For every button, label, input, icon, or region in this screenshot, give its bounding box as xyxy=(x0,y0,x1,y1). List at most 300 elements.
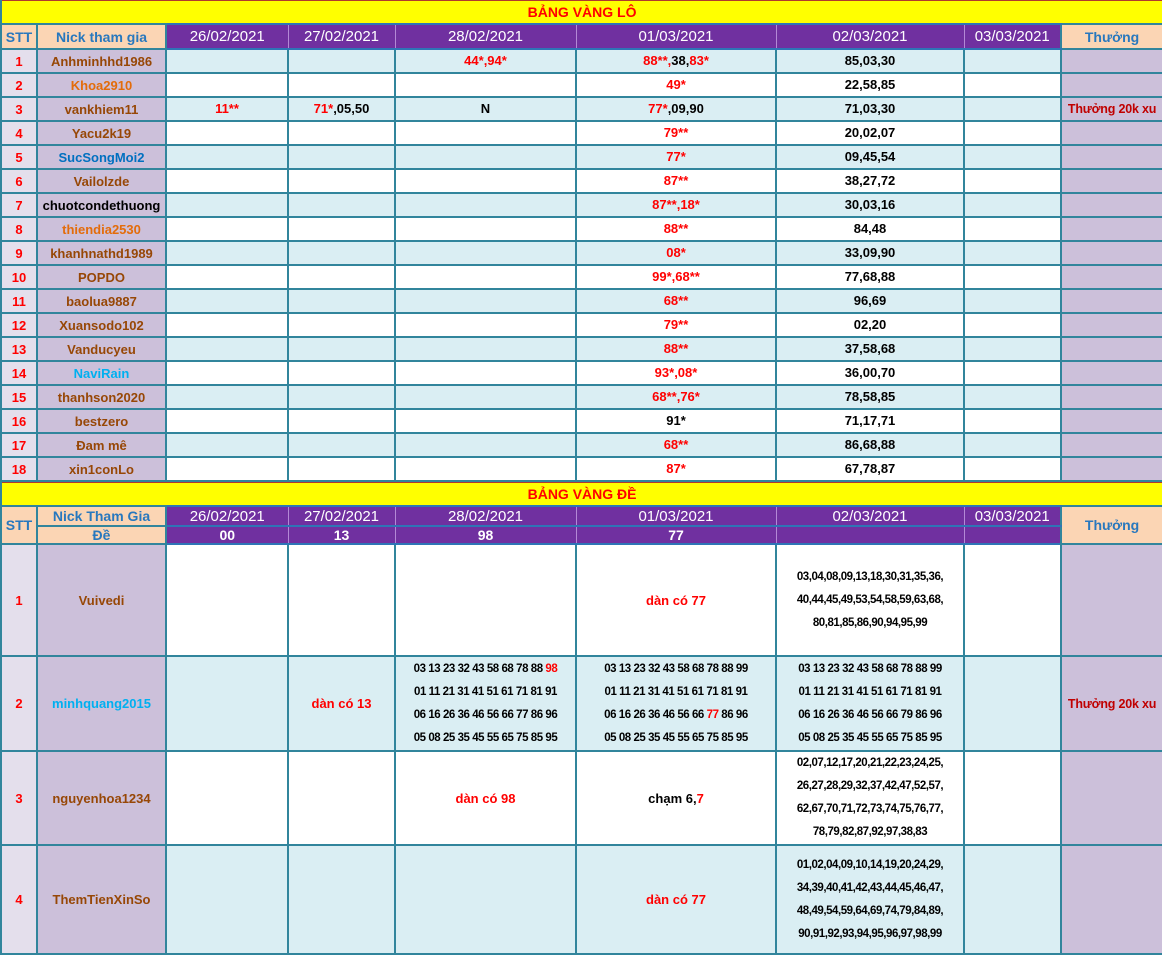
stt-cell[interactable]: 17 xyxy=(1,433,37,457)
table-row xyxy=(1,751,1162,845)
value-cell[interactable] xyxy=(964,433,1061,457)
cell-line xyxy=(777,386,963,408)
value-cell[interactable] xyxy=(576,121,776,145)
lo-title-row xyxy=(1,1,1162,25)
de-result-3[interactable]: 98 xyxy=(395,526,576,544)
de-header-date-1[interactable]: 26/02/2021 xyxy=(166,506,288,526)
value-cell[interactable] xyxy=(166,337,288,361)
nick-cell[interactable]: NaviRain xyxy=(37,361,166,385)
cell-text: 30,03,16 xyxy=(844,197,896,212)
value-cell[interactable] xyxy=(776,49,964,73)
value-cell[interactable] xyxy=(395,169,576,193)
table-row xyxy=(1,169,1162,193)
stt-cell[interactable]: 10 xyxy=(1,265,37,289)
value-cell[interactable] xyxy=(288,361,395,385)
value-cell[interactable] xyxy=(288,289,395,313)
value-cell[interactable] xyxy=(395,845,576,954)
cell-text: 68**,76* xyxy=(652,389,700,404)
value-cell[interactable] xyxy=(776,845,964,954)
table-row xyxy=(1,217,1162,241)
cell-line xyxy=(577,434,775,456)
value-cell[interactable] xyxy=(964,457,1061,481)
reward-cell[interactable] xyxy=(1061,217,1162,241)
table-row xyxy=(1,656,1162,751)
nick-cell[interactable]: khanhnathd1989 xyxy=(37,241,166,265)
value-cell[interactable] xyxy=(395,97,576,121)
value-cell[interactable] xyxy=(964,385,1061,409)
cell-line xyxy=(577,266,775,288)
nick-cell[interactable]: bestzero xyxy=(37,409,166,433)
nick-cell[interactable]: nguyenhoa1234 xyxy=(37,751,166,845)
table-row xyxy=(1,845,1162,954)
cell-text: 68** xyxy=(663,293,689,308)
value-cell[interactable] xyxy=(395,289,576,313)
stt-cell[interactable]: 11 xyxy=(1,289,37,313)
nick-cell[interactable]: Vuivedi xyxy=(37,544,166,656)
value-cell[interactable] xyxy=(964,121,1061,145)
value-cell[interactable] xyxy=(288,241,395,265)
reward-cell[interactable] xyxy=(1061,169,1162,193)
nick-cell[interactable]: xin1conLo xyxy=(37,457,166,481)
stt-cell[interactable]: 13 xyxy=(1,337,37,361)
reward-cell[interactable] xyxy=(1061,751,1162,845)
reward-cell[interactable]: Thưởng 20k xu xyxy=(1061,97,1162,121)
value-cell[interactable] xyxy=(288,49,395,73)
nick-cell[interactable]: Vailolzde xyxy=(37,169,166,193)
cell-text: 93*,08* xyxy=(654,365,698,380)
value-cell[interactable] xyxy=(395,544,576,656)
reward-cell[interactable] xyxy=(1061,73,1162,97)
cell-line xyxy=(577,410,775,432)
cell-text: 86,68,88 xyxy=(844,437,896,452)
value-cell[interactable] xyxy=(395,121,576,145)
value-cell[interactable] xyxy=(776,289,964,313)
value-cell[interactable] xyxy=(576,73,776,97)
cell-line xyxy=(777,612,963,635)
cell-line xyxy=(577,218,775,240)
de-header-reward[interactable]: Thưởng xyxy=(1061,506,1162,544)
value-cell[interactable] xyxy=(166,433,288,457)
cell-text: 01 11 21 31 41 51 61 71 81 91 xyxy=(414,685,557,698)
value-cell[interactable] xyxy=(166,145,288,169)
value-cell[interactable] xyxy=(576,361,776,385)
value-cell[interactable] xyxy=(964,217,1061,241)
value-cell[interactable] xyxy=(576,49,776,73)
lo-header-date-6[interactable]: 03/03/2021 xyxy=(964,24,1061,49)
value-cell[interactable] xyxy=(395,433,576,457)
nick-cell[interactable]: POPDO xyxy=(37,265,166,289)
value-cell[interactable] xyxy=(964,73,1061,97)
table-row xyxy=(1,121,1162,145)
de-header-date-5[interactable]: 02/03/2021 xyxy=(776,506,964,526)
lo-header-date-1[interactable]: 26/02/2021 xyxy=(166,24,288,49)
stt-cell[interactable]: 9 xyxy=(1,241,37,265)
value-cell[interactable] xyxy=(964,265,1061,289)
cell-text: 08* xyxy=(666,245,686,260)
value-cell[interactable] xyxy=(288,169,395,193)
reward-cell[interactable] xyxy=(1061,313,1162,337)
cell-text: 78,58,85 xyxy=(844,389,896,404)
value-cell[interactable] xyxy=(395,313,576,337)
stt-cell[interactable]: 5 xyxy=(1,145,37,169)
reward-cell[interactable] xyxy=(1061,361,1162,385)
de-header-row-dates xyxy=(1,506,1162,526)
value-cell[interactable] xyxy=(288,457,395,481)
value-cell[interactable] xyxy=(288,845,395,954)
value-cell[interactable] xyxy=(576,457,776,481)
reward-cell[interactable] xyxy=(1061,433,1162,457)
value-cell[interactable] xyxy=(776,409,964,433)
cell-text: 67,78,87 xyxy=(844,461,896,476)
cell-line xyxy=(777,900,963,923)
value-cell[interactable] xyxy=(395,265,576,289)
reward-cell[interactable] xyxy=(1061,145,1162,169)
cell-line xyxy=(777,122,963,144)
cell-line xyxy=(777,658,963,681)
value-cell[interactable] xyxy=(166,265,288,289)
value-cell[interactable] xyxy=(776,97,964,121)
value-cell[interactable] xyxy=(576,409,776,433)
cell-text: 84,48 xyxy=(853,221,887,236)
value-cell[interactable] xyxy=(964,544,1061,656)
value-cell[interactable] xyxy=(776,193,964,217)
reward-cell[interactable] xyxy=(1061,385,1162,409)
stt-cell[interactable]: 12 xyxy=(1,313,37,337)
value-cell[interactable] xyxy=(776,265,964,289)
stt-cell[interactable]: 2 xyxy=(1,656,37,751)
value-cell[interactable] xyxy=(395,457,576,481)
value-cell[interactable] xyxy=(395,409,576,433)
value-cell[interactable] xyxy=(776,145,964,169)
cell-text: 06 16 26 36 46 56 66 79 86 96 xyxy=(798,708,942,721)
reward-cell[interactable] xyxy=(1061,121,1162,145)
nick-cell[interactable]: Đam mê xyxy=(37,433,166,457)
value-cell[interactable] xyxy=(776,457,964,481)
value-cell[interactable] xyxy=(776,169,964,193)
nick-cell[interactable]: chuotcondethuong xyxy=(37,193,166,217)
cell-text: 03 13 23 32 43 58 68 78 88 xyxy=(413,662,546,675)
cell-line xyxy=(777,589,963,612)
value-cell[interactable] xyxy=(166,217,288,241)
cell-text: 01 11 21 31 41 51 61 71 81 91 xyxy=(798,685,942,698)
value-cell[interactable] xyxy=(576,544,776,656)
value-cell[interactable] xyxy=(166,97,288,121)
value-cell[interactable] xyxy=(776,217,964,241)
de-header-stt[interactable]: STT xyxy=(1,506,37,544)
cell-text: 88** xyxy=(663,221,689,236)
cell-text: 87** xyxy=(663,173,689,188)
value-cell[interactable] xyxy=(288,409,395,433)
value-cell[interactable] xyxy=(776,361,964,385)
value-cell[interactable] xyxy=(166,73,288,97)
value-cell[interactable] xyxy=(964,337,1061,361)
value-cell[interactable] xyxy=(166,385,288,409)
stt-cell[interactable]: 4 xyxy=(1,845,37,954)
nick-cell[interactable]: Vanducyeu xyxy=(37,337,166,361)
value-cell[interactable] xyxy=(964,145,1061,169)
value-cell[interactable] xyxy=(964,97,1061,121)
reward-cell[interactable] xyxy=(1061,845,1162,954)
value-cell[interactable] xyxy=(776,73,964,97)
cell-line xyxy=(777,923,963,946)
cell-text: 71* xyxy=(313,101,334,116)
cell-line xyxy=(777,146,963,168)
value-cell[interactable] xyxy=(576,289,776,313)
cell-line xyxy=(777,362,963,384)
value-cell[interactable] xyxy=(288,265,395,289)
nick-cell[interactable]: minhquang2015 xyxy=(37,656,166,751)
table-row xyxy=(1,544,1162,656)
cell-line xyxy=(777,566,963,589)
value-cell[interactable] xyxy=(166,313,288,337)
value-cell[interactable] xyxy=(576,193,776,217)
value-cell[interactable] xyxy=(964,845,1061,954)
cell-text: 88** xyxy=(663,341,689,356)
value-cell[interactable] xyxy=(166,193,288,217)
cell-text: 96,69 xyxy=(853,293,887,308)
value-cell[interactable] xyxy=(776,385,964,409)
de-header-date-6[interactable]: 03/03/2021 xyxy=(964,506,1061,526)
cell-line xyxy=(577,658,775,681)
value-cell[interactable] xyxy=(288,385,395,409)
reward-cell[interactable] xyxy=(1061,289,1162,313)
nick-cell[interactable]: ThemTienXinSo xyxy=(37,845,166,954)
cell-text: 77* xyxy=(648,101,668,116)
lo-header-stt[interactable]: STT xyxy=(1,24,37,49)
value-cell[interactable] xyxy=(964,656,1061,751)
nick-cell[interactable]: vankhiem11 xyxy=(37,97,166,121)
reward-cell[interactable] xyxy=(1061,241,1162,265)
cell-line xyxy=(777,434,963,456)
value-cell[interactable] xyxy=(166,409,288,433)
lo-header-date-3[interactable]: 28/02/2021 xyxy=(395,24,576,49)
value-cell[interactable] xyxy=(964,313,1061,337)
de-result-5[interactable] xyxy=(776,526,964,544)
de-result-1[interactable]: 00 xyxy=(166,526,288,544)
value-cell[interactable] xyxy=(964,409,1061,433)
de-header-date-3[interactable]: 28/02/2021 xyxy=(395,506,576,526)
stt-cell[interactable]: 3 xyxy=(1,97,37,121)
value-cell[interactable] xyxy=(776,241,964,265)
value-cell[interactable] xyxy=(964,751,1061,845)
cell-line xyxy=(777,681,963,704)
value-cell[interactable] xyxy=(166,49,288,73)
lo-header-date-2[interactable]: 27/02/2021 xyxy=(288,24,395,49)
value-cell[interactable] xyxy=(576,169,776,193)
value-cell[interactable] xyxy=(395,241,576,265)
value-cell[interactable] xyxy=(776,433,964,457)
stt-cell[interactable]: 1 xyxy=(1,544,37,656)
value-cell[interactable] xyxy=(964,169,1061,193)
value-cell[interactable] xyxy=(166,361,288,385)
lo-header-date-5[interactable]: 02/03/2021 xyxy=(776,24,964,49)
lo-header-reward[interactable]: Thưởng xyxy=(1061,24,1162,49)
value-cell[interactable] xyxy=(395,73,576,97)
value-cell[interactable] xyxy=(395,145,576,169)
value-cell[interactable] xyxy=(964,361,1061,385)
cell-line xyxy=(777,314,963,336)
value-cell[interactable] xyxy=(395,337,576,361)
value-cell[interactable] xyxy=(964,241,1061,265)
value-cell[interactable] xyxy=(288,73,395,97)
value-cell[interactable] xyxy=(395,361,576,385)
nick-cell[interactable]: Khoa2910 xyxy=(37,73,166,97)
stt-cell[interactable]: 7 xyxy=(1,193,37,217)
value-cell[interactable] xyxy=(776,337,964,361)
value-cell[interactable] xyxy=(166,241,288,265)
cell-line xyxy=(396,787,575,810)
value-cell[interactable] xyxy=(576,656,776,751)
value-cell[interactable] xyxy=(166,544,288,656)
cell-text: ,09,90 xyxy=(667,101,704,116)
value-cell[interactable] xyxy=(776,656,964,751)
value-cell[interactable] xyxy=(395,656,576,751)
reward-cell[interactable] xyxy=(1061,193,1162,217)
value-cell[interactable] xyxy=(166,656,288,751)
value-cell[interactable] xyxy=(166,457,288,481)
stt-cell[interactable]: 2 xyxy=(1,73,37,97)
stt-cell[interactable]: 1 xyxy=(1,49,37,73)
value-cell[interactable] xyxy=(576,145,776,169)
cell-line xyxy=(777,290,963,312)
value-cell[interactable] xyxy=(395,751,576,845)
stt-cell[interactable]: 3 xyxy=(1,751,37,845)
reward-cell[interactable]: Thưởng 20k xu xyxy=(1061,656,1162,751)
stt-cell[interactable]: 16 xyxy=(1,409,37,433)
cell-text: 87* xyxy=(666,461,686,476)
value-cell[interactable] xyxy=(776,544,964,656)
value-cell[interactable] xyxy=(776,121,964,145)
value-cell[interactable] xyxy=(576,241,776,265)
reward-cell[interactable] xyxy=(1061,457,1162,481)
de-header-de-label[interactable]: Đề xyxy=(37,526,166,544)
cell-text: 79** xyxy=(663,317,689,332)
stt-cell[interactable]: 4 xyxy=(1,121,37,145)
value-cell[interactable] xyxy=(964,49,1061,73)
cell-text: 34,39,40,41,42,43,44,45,46,47, xyxy=(796,881,944,894)
cell-line xyxy=(396,50,575,72)
value-cell[interactable] xyxy=(576,97,776,121)
nick-cell[interactable]: Xuansodo102 xyxy=(37,313,166,337)
cell-line xyxy=(396,704,575,727)
value-cell[interactable] xyxy=(576,751,776,845)
value-cell[interactable] xyxy=(395,193,576,217)
cell-text: 68** xyxy=(663,437,689,452)
cell-text: dàn có 77 xyxy=(646,592,706,608)
value-cell[interactable] xyxy=(395,385,576,409)
stt-cell[interactable]: 14 xyxy=(1,361,37,385)
reward-cell[interactable] xyxy=(1061,49,1162,73)
cell-text: 38, xyxy=(671,53,690,68)
cell-text: 33,09,90 xyxy=(844,245,896,260)
value-cell[interactable] xyxy=(288,751,395,845)
reward-cell[interactable] xyxy=(1061,337,1162,361)
de-result-2[interactable]: 13 xyxy=(288,526,395,544)
de-result-6[interactable] xyxy=(964,526,1061,544)
value-cell[interactable] xyxy=(776,751,964,845)
value-cell[interactable] xyxy=(576,217,776,241)
cell-text: 85,03,30 xyxy=(844,53,896,68)
cell-text: 77* xyxy=(666,149,686,164)
value-cell[interactable] xyxy=(576,845,776,954)
value-cell[interactable] xyxy=(288,145,395,169)
value-cell[interactable] xyxy=(166,121,288,145)
nick-cell[interactable]: SucSongMoi2 xyxy=(37,145,166,169)
cell-line xyxy=(777,727,963,750)
lo-header-date-4[interactable]: 01/03/2021 xyxy=(576,24,776,49)
cell-line xyxy=(577,74,775,96)
cell-line xyxy=(777,704,963,727)
cell-text: 77 xyxy=(706,708,719,721)
nick-cell[interactable]: thanhson2020 xyxy=(37,385,166,409)
cell-text: 05 08 25 35 45 55 65 75 85 95 xyxy=(604,731,748,744)
stt-cell[interactable]: 18 xyxy=(1,457,37,481)
cell-text: 02,20 xyxy=(853,317,887,332)
cell-line xyxy=(577,787,775,810)
cell-line xyxy=(577,290,775,312)
de-header-date-2[interactable]: 27/02/2021 xyxy=(288,506,395,526)
cell-text: 77,68,88 xyxy=(844,269,896,284)
value-cell[interactable] xyxy=(288,121,395,145)
value-cell[interactable] xyxy=(166,289,288,313)
value-cell[interactable] xyxy=(776,313,964,337)
value-cell[interactable] xyxy=(166,169,288,193)
stt-cell[interactable]: 6 xyxy=(1,169,37,193)
stt-cell[interactable]: 8 xyxy=(1,217,37,241)
cell-line xyxy=(777,170,963,192)
de-result-4[interactable]: 77 xyxy=(576,526,776,544)
reward-cell[interactable] xyxy=(1061,409,1162,433)
cell-line xyxy=(167,98,287,120)
lo-header-nick[interactable]: Nick tham gia xyxy=(37,24,166,49)
value-cell[interactable] xyxy=(964,289,1061,313)
de-header-nick[interactable]: Nick Tham Gia xyxy=(37,506,166,526)
value-cell[interactable] xyxy=(576,433,776,457)
cell-line xyxy=(777,410,963,432)
reward-cell[interactable] xyxy=(1061,265,1162,289)
value-cell[interactable] xyxy=(576,265,776,289)
value-cell[interactable] xyxy=(395,217,576,241)
cell-line xyxy=(396,681,575,704)
nick-cell[interactable]: Yacu2k19 xyxy=(37,121,166,145)
value-cell[interactable] xyxy=(576,337,776,361)
value-cell[interactable] xyxy=(166,845,288,954)
value-cell[interactable] xyxy=(288,656,395,751)
nick-cell[interactable]: Anhminhhd1986 xyxy=(37,49,166,73)
value-cell[interactable] xyxy=(395,49,576,73)
reward-cell[interactable] xyxy=(1061,544,1162,656)
cell-line xyxy=(577,338,775,360)
stt-cell[interactable]: 15 xyxy=(1,385,37,409)
cell-text: 03 13 23 32 43 58 68 78 88 99 xyxy=(798,662,942,675)
value-cell[interactable] xyxy=(288,337,395,361)
value-cell[interactable] xyxy=(576,385,776,409)
de-header-date-4[interactable]: 01/03/2021 xyxy=(576,506,776,526)
de-title: BẢNG VÀNG ĐỀ xyxy=(1,483,1162,507)
value-cell[interactable] xyxy=(166,751,288,845)
nick-cell[interactable]: baolua9887 xyxy=(37,289,166,313)
value-cell[interactable] xyxy=(288,217,395,241)
value-cell[interactable] xyxy=(288,313,395,337)
value-cell[interactable] xyxy=(576,313,776,337)
value-cell[interactable] xyxy=(288,97,395,121)
nick-cell[interactable]: thiendia2530 xyxy=(37,217,166,241)
value-cell[interactable] xyxy=(964,193,1061,217)
cell-text: 44*,94* xyxy=(464,53,507,68)
value-cell[interactable] xyxy=(288,544,395,656)
value-cell[interactable] xyxy=(288,433,395,457)
value-cell[interactable] xyxy=(288,193,395,217)
